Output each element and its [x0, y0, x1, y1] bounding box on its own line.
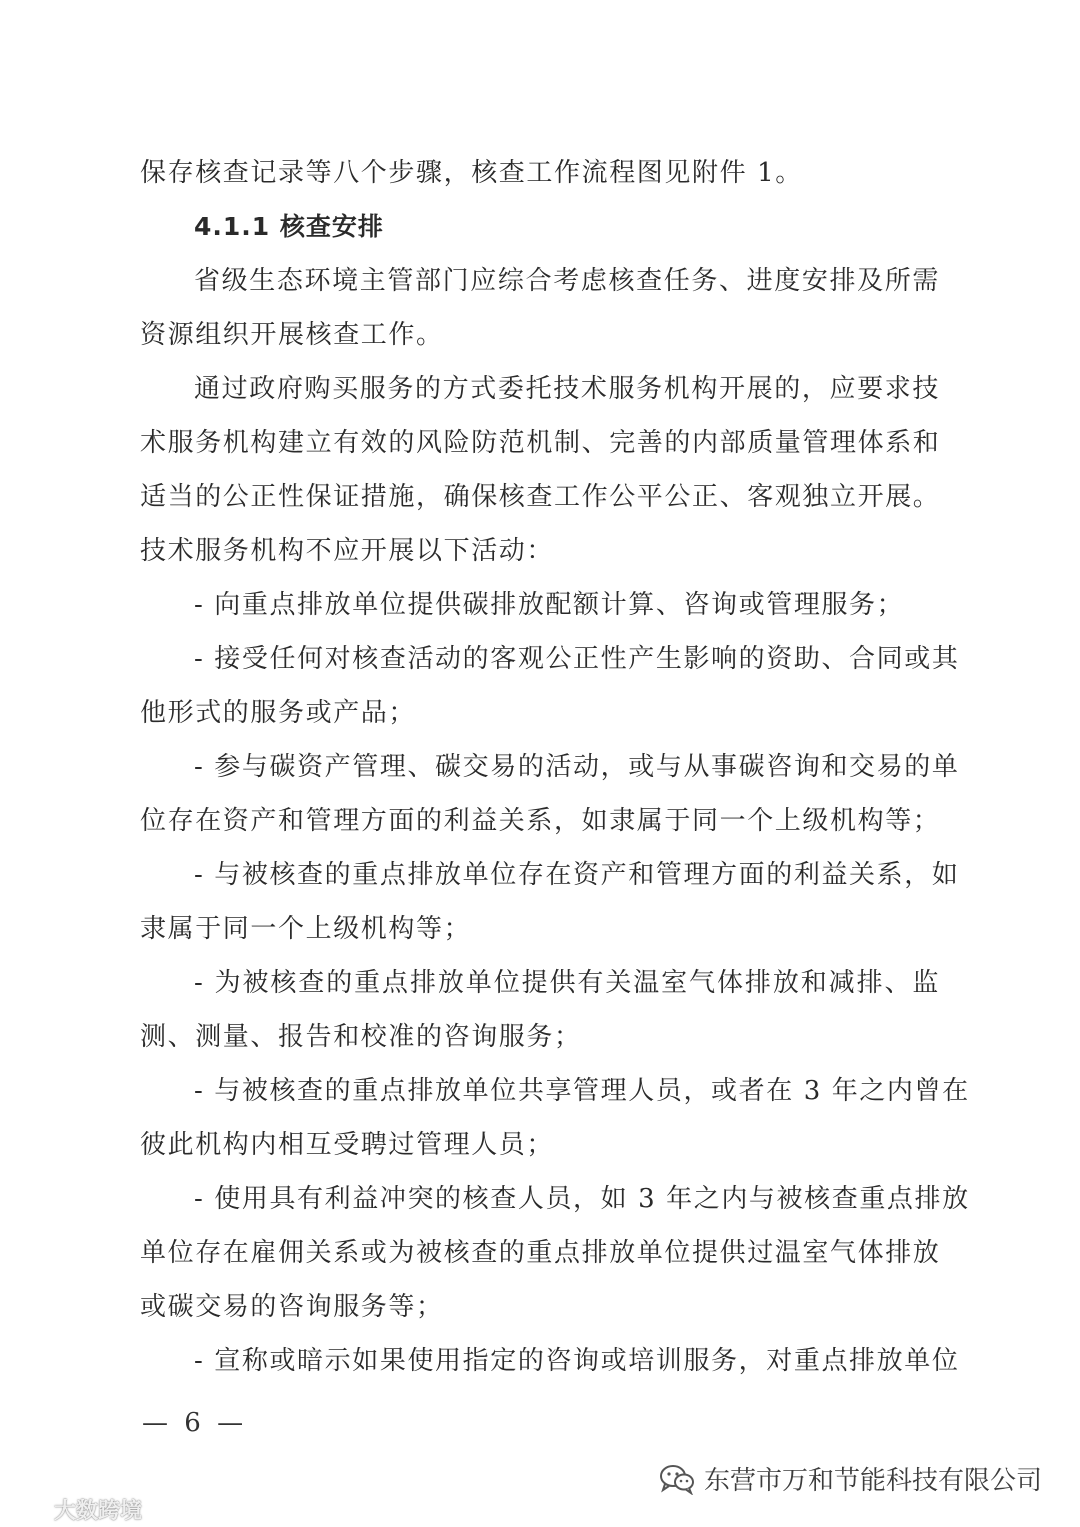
text-line: - 与被核查的重点排放单位共享管理人员，或者在 3 年之内曾在 [194, 1076, 970, 1106]
text-line: 保存核查记录等八个步骤，核查工作流程图见附件 1。 [140, 158, 803, 188]
text-line: 彼此机构内相互受聘过管理人员； [140, 1130, 555, 1160]
text-line: 术服务机构建立有效的风险防范机制、完善的内部质量管理体系和 [140, 428, 941, 458]
text-line: - 接受任何对核查活动的客观公正性产生影响的资助、合同或其 [194, 644, 960, 674]
wechat-icon [658, 1463, 696, 1495]
text-line: 适当的公正性保证措施，确保核查工作公平公正、客观独立开展。 [140, 482, 941, 512]
text-line: 或碳交易的咨询服务等； [140, 1292, 444, 1322]
text-line: 单位存在雇佣关系或为被核查的重点排放单位提供过温室气体排放 [140, 1238, 941, 1268]
page-number: — 6 — [142, 1408, 248, 1438]
weibo-icon [4, 1497, 50, 1523]
text-line: 测、测量、报告和校准的咨询服务； [140, 1022, 582, 1052]
text-line: 省级生态环境主管部门应综合考虑核查任务、进度安排及所需 [194, 266, 940, 296]
text-line: - 宣称或暗示如果使用指定的咨询或培训服务，对重点排放单位 [194, 1346, 960, 1376]
wechat-watermark-text: 东营市万和节能科技有限公司 [703, 1466, 1042, 1496]
wechat-watermark [658, 1460, 1042, 1497]
text-line: 技术服务机构不应开展以下活动： [140, 536, 555, 566]
text-line: 资源组织开展核查工作。 [140, 320, 444, 350]
weibo-watermark [4, 1494, 142, 1525]
text-line: 他形式的服务或产品； [140, 698, 417, 728]
text-line: - 向重点排放单位提供碳排放配额计算、咨询或管理服务； [194, 590, 905, 620]
document-body [140, 146, 970, 1388]
text-line: - 参与碳资产管理、碳交易的活动，或与从事碳咨询和交易的单 [194, 752, 960, 782]
text-line: 隶属于同一个上级机构等； [140, 914, 472, 944]
text-line: 位存在资产和管理方面的利益关系，如隶属于同一个上级机构等； [140, 806, 941, 836]
text-line: - 与被核查的重点排放单位存在资产和管理方面的利益关系，如 [194, 860, 960, 890]
text-line: 通过政府购买服务的方式委托技术服务机构开展的，应要求技 [194, 374, 940, 404]
weibo-watermark-text: 大数跨境 [54, 1499, 143, 1524]
section-heading: 4.1.1 核查安排 [194, 212, 384, 241]
text-line: - 使用具有利益冲突的核查人员，如 3 年之内与被核查重点排放 [194, 1184, 970, 1214]
text-line: - 为被核查的重点排放单位提供有关温室气体排放和减排、监 [194, 968, 940, 998]
